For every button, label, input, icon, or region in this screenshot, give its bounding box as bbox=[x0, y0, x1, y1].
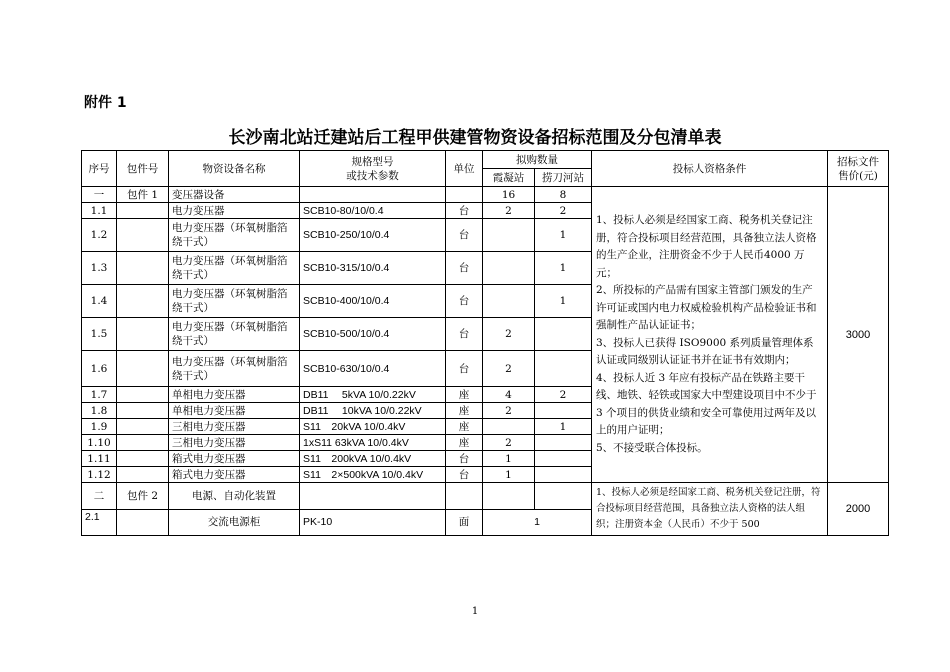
row-spec: S11 200kVA 10/0.4kV bbox=[300, 451, 446, 467]
row-spec: SCB10-630/10/0.4 bbox=[300, 351, 446, 387]
document-title: 长沙南北站迁建站后工程甲供建管物资设备招标范围及分包清单表 bbox=[228, 128, 722, 148]
group1-seq: 一 bbox=[82, 187, 117, 203]
group2-seq: 二 bbox=[82, 483, 117, 510]
row-seq: 1.3 bbox=[82, 252, 117, 285]
header-row bbox=[82, 151, 889, 169]
row-name: 电力变压器（环氧树脂箔绕干式） bbox=[169, 252, 300, 285]
row-unit: 台 bbox=[446, 351, 483, 387]
row-seq: 1.12 bbox=[82, 467, 117, 483]
row-qty-a: 2 bbox=[483, 435, 535, 451]
row-qty-b: 2 bbox=[535, 203, 592, 219]
row-qty-a: 4 bbox=[483, 387, 535, 403]
row-pkg bbox=[117, 252, 169, 285]
row-qty-b: 1 bbox=[535, 419, 592, 435]
row-pkg bbox=[117, 351, 169, 387]
row-qty-b bbox=[535, 403, 592, 419]
group1-name: 变压器设备 bbox=[169, 187, 300, 203]
row-qty-b: 1 bbox=[535, 219, 592, 252]
group2-row bbox=[82, 483, 889, 510]
row-name: 单相电力变压器 bbox=[169, 387, 300, 403]
row-name: 电力变压器（环氧树脂箔绕干式） bbox=[169, 285, 300, 318]
row-seq: 1.8 bbox=[82, 403, 117, 419]
row-qty-b bbox=[535, 451, 592, 467]
row-qty-a bbox=[483, 419, 535, 435]
group1-spec bbox=[300, 187, 446, 203]
row-name: 电力变压器（环氧树脂箔绕干式） bbox=[169, 351, 300, 387]
row-name: 单相电力变压器 bbox=[169, 403, 300, 419]
row-qty-a: 2 bbox=[483, 403, 535, 419]
row-qty-a bbox=[483, 219, 535, 252]
row-pkg bbox=[117, 419, 169, 435]
row-spec: DB11 10kVA 10/0.22kV bbox=[300, 403, 446, 419]
group1-qty-a: 16 bbox=[483, 187, 535, 203]
header-spec-l2: 或技术参数 bbox=[346, 169, 399, 182]
row-name: 电力变压器（环氧树脂箔绕干式） bbox=[169, 318, 300, 351]
row-name: 箱式电力变压器 bbox=[169, 467, 300, 483]
page-number: 1 bbox=[471, 606, 479, 617]
row-unit: 台 bbox=[446, 252, 483, 285]
row-unit: 面 bbox=[446, 509, 483, 536]
group2-name: 电源、自动化装置 bbox=[169, 483, 300, 510]
row-qty: 1 bbox=[483, 509, 592, 536]
group2-price: 2000 bbox=[828, 483, 889, 536]
row-pkg bbox=[117, 509, 169, 536]
row-pkg bbox=[117, 403, 169, 419]
group2-qty-a bbox=[483, 483, 535, 510]
header-price bbox=[828, 151, 889, 187]
quals-item: 4、投标人近 3 年应有投标产品在铁路主要干线、地铁、轻铁或国家大中型建设项目中不少于 3 个项目的供货业绩和安全可靠使用过两年及以上的用户证明； bbox=[596, 371, 817, 436]
group1-price: 3000 bbox=[828, 187, 889, 483]
row-spec: 1xS11 63kVA 10/0.4kV bbox=[300, 435, 446, 451]
group2-unit bbox=[446, 483, 483, 510]
row-spec: S11 2×500kVA 10/0.4kV bbox=[300, 467, 446, 483]
header-qty-b: 捞刀河站 bbox=[535, 169, 592, 187]
row-pkg bbox=[117, 467, 169, 483]
header-unit: 单位 bbox=[446, 151, 483, 187]
quals-item: 2、所投标的产品需有国家主管部门颁发的生产许可证或国内电力权威检验机构产品检验证书和强制性产品认证证书； bbox=[596, 284, 817, 331]
row-unit: 台 bbox=[446, 285, 483, 318]
row-name: 交流电源柜 bbox=[169, 509, 300, 536]
row-seq: 1.5 bbox=[82, 318, 117, 351]
group1-quals bbox=[592, 187, 828, 483]
row-unit: 台 bbox=[446, 451, 483, 467]
header-name: 物资设备名称 bbox=[169, 151, 300, 187]
row-spec: S11 20kVA 10/0.4kV bbox=[300, 419, 446, 435]
row-qty-a: 2 bbox=[483, 318, 535, 351]
row-spec: SCB10-500/10/0.4 bbox=[300, 318, 446, 351]
row-qty-b bbox=[535, 435, 592, 451]
row-seq: 1.10 bbox=[82, 435, 117, 451]
row-unit: 座 bbox=[446, 435, 483, 451]
row-qty-a: 1 bbox=[483, 467, 535, 483]
row-qty-a: 2 bbox=[483, 351, 535, 387]
row-pkg bbox=[117, 285, 169, 318]
row-seq: 1.9 bbox=[82, 419, 117, 435]
row-qty-a: 1 bbox=[483, 451, 535, 467]
group1-pkg: 包件 1 bbox=[117, 187, 169, 203]
group2-spec bbox=[300, 483, 446, 510]
row-qty-b: 1 bbox=[535, 252, 592, 285]
group1-qty-b: 8 bbox=[535, 187, 592, 203]
row-qty-b bbox=[535, 467, 592, 483]
row-spec: SCB10-400/10/0.4 bbox=[300, 285, 446, 318]
row-spec: SCB10-250/10/0.4 bbox=[300, 219, 446, 252]
quals-item: 3、投标人已获得 ISO9000 系列质量管理体系认证或同级别认证证书并在证书有效期内； bbox=[596, 336, 814, 366]
row-pkg bbox=[117, 318, 169, 351]
row-qty-a bbox=[483, 285, 535, 318]
header-price-l2: 售价(元) bbox=[838, 169, 878, 182]
row-seq: 2.1 bbox=[82, 509, 117, 536]
header-spec-l1: 规格型号 bbox=[351, 155, 394, 168]
group1-unit bbox=[446, 187, 483, 203]
row-name: 电力变压器（环氧树脂箔绕干式） bbox=[169, 219, 300, 252]
row-spec: PK-10 bbox=[300, 509, 446, 536]
header-seq: 序号 bbox=[82, 151, 117, 187]
quals-item: 5、不接受联合体投标。 bbox=[596, 441, 708, 454]
row-seq: 1.7 bbox=[82, 387, 117, 403]
row-seq: 1.1 bbox=[82, 203, 117, 219]
row-qty-b bbox=[535, 318, 592, 351]
row-pkg bbox=[117, 451, 169, 467]
row-name: 箱式电力变压器 bbox=[169, 451, 300, 467]
row-unit: 台 bbox=[446, 219, 483, 252]
row-qty-b: 1 bbox=[535, 285, 592, 318]
row-unit: 台 bbox=[446, 467, 483, 483]
row-seq: 1.4 bbox=[82, 285, 117, 318]
row-spec: DB11 5kVA 10/0.22kV bbox=[300, 387, 446, 403]
row-spec: SCB10-315/10/0.4 bbox=[300, 252, 446, 285]
row-unit: 座 bbox=[446, 387, 483, 403]
group2-qty-b bbox=[535, 483, 592, 510]
row-unit: 座 bbox=[446, 403, 483, 419]
row-pkg bbox=[117, 387, 169, 403]
row-unit: 座 bbox=[446, 419, 483, 435]
header-pkg: 包件号 bbox=[117, 151, 169, 187]
group2-pkg: 包件 2 bbox=[117, 483, 169, 510]
row-name: 电力变压器 bbox=[169, 203, 300, 219]
annex-label: 附件 1 bbox=[84, 95, 127, 111]
row-spec: SCB10-80/10/0.4 bbox=[300, 203, 446, 219]
row-seq: 1.2 bbox=[82, 219, 117, 252]
group2-quals: 1、投标人必须是经国家工商、税务机关登记注册，符合投标项目经营范围，具备独立法人资格的法人组织；注册资本金（人民币）不少于 500 bbox=[592, 483, 828, 536]
header-quals: 投标人资格条件 bbox=[592, 151, 828, 187]
row-pkg bbox=[117, 203, 169, 219]
quals-item: 1、投标人必须是经国家工商、税务机关登记注册，符合投标项目经营范围，具备独立法人资格的生产企业，注册资金不少于人民币4000 万元； bbox=[596, 214, 817, 279]
group1-row bbox=[82, 187, 889, 203]
row-qty-a: 2 bbox=[483, 203, 535, 219]
row-unit: 台 bbox=[446, 318, 483, 351]
header-qty-a: 霞凝站 bbox=[483, 169, 535, 187]
row-unit: 台 bbox=[446, 203, 483, 219]
header-spec bbox=[300, 151, 446, 187]
header-price-l1: 招标文件 bbox=[837, 155, 879, 168]
header-qty: 拟购数量 bbox=[483, 151, 592, 169]
row-seq: 1.11 bbox=[82, 451, 117, 467]
row-pkg bbox=[117, 219, 169, 252]
row-seq: 1.6 bbox=[82, 351, 117, 387]
row-name: 三相电力变压器 bbox=[169, 435, 300, 451]
row-qty-b bbox=[535, 351, 592, 387]
row-qty-a bbox=[483, 252, 535, 285]
row-qty-b: 2 bbox=[535, 387, 592, 403]
tender-table bbox=[81, 150, 889, 536]
row-name: 三相电力变压器 bbox=[169, 419, 300, 435]
row-pkg bbox=[117, 435, 169, 451]
